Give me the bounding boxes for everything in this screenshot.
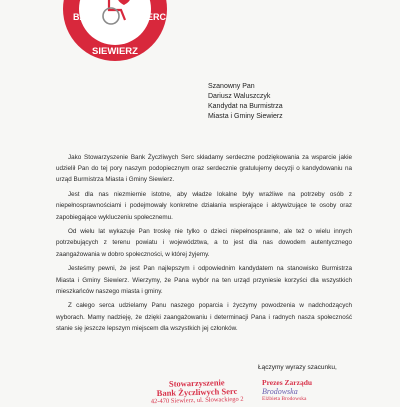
signature-title: Prezes Zarządu xyxy=(262,378,313,387)
paragraph-5: Z całego serca udzielamy Panu naszego poparcia i życzymy powodzenia w nadchodzących wyborach. Mamy nadzieję, że dzięki zaangażowaniu i determinacji Pana i radnych nasza społeczność stanie się jeszcze lepszym miejscem dla wszystkich jej członków. xyxy=(56,302,352,332)
recipient-block xyxy=(208,82,283,122)
handwritten-signature: Brodowska xyxy=(262,387,298,396)
closing-line: Łączymy wyrazy szacunku, xyxy=(258,364,337,371)
recipient-name: Dariusz Waluszczyk xyxy=(208,93,271,100)
recipient-office: Miasta i Gminy Siewierz xyxy=(208,113,283,120)
signature-stamp xyxy=(262,378,352,403)
paragraph-3: Od wielu lat wykazuje Pan troskę nie tylko o dzieci niepełnosprawne, ale też o wielu innych potrzebujących z terenu powiatu i województwa, a to jest dla nas dowodem autentycznego zaangażowania w dobro społeczności, w której żyjemy. xyxy=(56,228,352,258)
stamp-line-2: Bank Życzliwych Serc xyxy=(156,385,238,399)
paragraph-2: Jest dla nas niezmiernie istotne, aby władze lokalne były wrażliwe na potrzeby osób z niepełnosprawnościami i podejmowały konkretne działania wspierające i aktywizujące te osoby oraz zapobiegające wykluczeniu społecznemu. xyxy=(56,191,352,221)
logo-text-right: SERC xyxy=(141,12,167,22)
letter-body xyxy=(56,152,352,338)
paragraph-1: Jako Stowarzyszenie Bank Życzliwych Serc składamy serdeczne podziękowania za wsparcie jakie udzielił Pan do tej pory naszym podopiecznym oraz serdecznie gratulujemy decyzji o kandydowaniu na urząd Burmistrza Miasta i Gminy Siewierz. xyxy=(56,154,352,184)
organization-stamp xyxy=(122,377,273,407)
organization-logo xyxy=(60,0,170,64)
stamp-line-3: 42-470 Siewierz, ul. Słowackiego 2 xyxy=(150,395,244,406)
recipient-role: Kandydat na Burmistrza xyxy=(208,103,283,110)
signature-name: Elżbieta Brodowska xyxy=(262,396,307,402)
logo-text-left: BAN xyxy=(73,12,93,22)
stamp-line-1: Stowarzyszenie xyxy=(168,377,225,389)
recipient-salutation: Szanowny Pan xyxy=(208,83,255,90)
logo-graphic xyxy=(60,0,170,64)
paragraph-4: Jesteśmy pewni, że jest Pan najlepszym i odpowiednim kandydatem na stanowisko Burmistrza Miasta i Gminy Siewierz. Wierzymy, że Pana wybór na ten urząd przyniesie korzyści dla wszystkich mieszkańców naszego miasta i gminy. xyxy=(56,265,352,295)
logo-text-bottom: SIEWIERZ xyxy=(92,46,138,57)
